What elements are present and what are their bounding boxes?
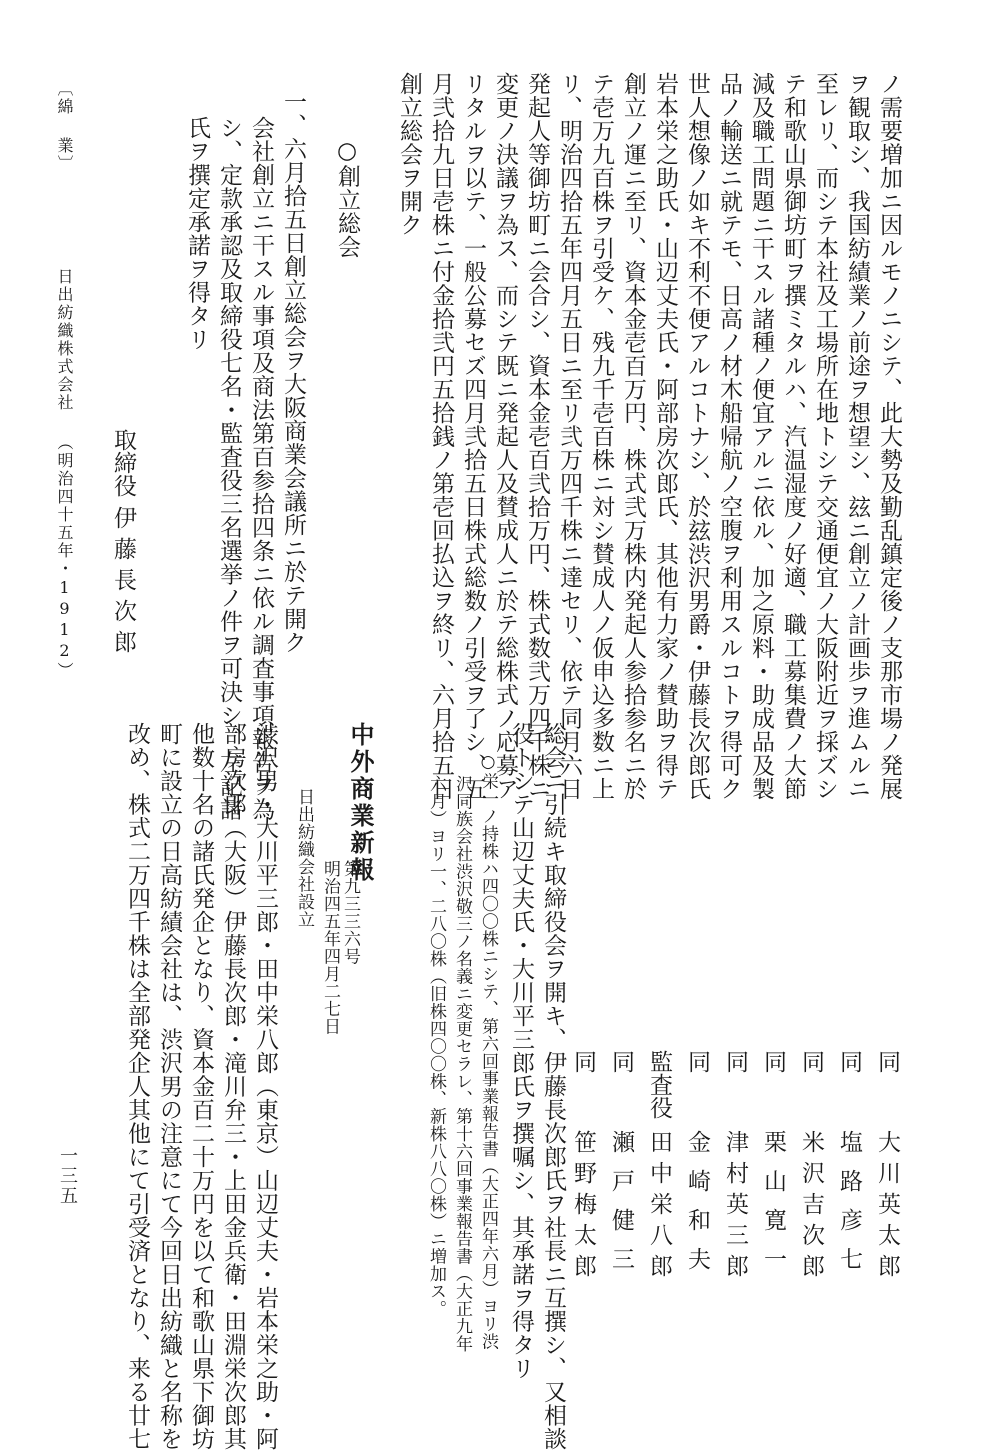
text-line: テ和歌山県御坊町ヲ撰ミタルハ、汽温湿度ノ好適、職工募集費ノ大節 xyxy=(780,72,806,801)
officer-role: 同 xyxy=(874,1050,900,1073)
note-line: 六月）ヨリ一、二八〇株（旧株四〇〇株、新株八八〇株）ニ増加ス。 xyxy=(426,775,446,1318)
officer-name: 米沢吉次郎 xyxy=(798,1130,824,1285)
item-line: 氏ヲ撰定承諾ヲ得タリ xyxy=(184,116,210,351)
text-line: 役トシテ山辺丈夫氏・大川平三郎氏ヲ撰嘱シ、其承諾ヲ得タリ xyxy=(508,722,534,1380)
article-line: 町に設立の日高紡績会社は、渋沢男の注意にて今回日出紡織と名称を xyxy=(156,722,182,1451)
text-line: 創立ノ運ニ至リ、資本金壱百万円、株式弐万株内発起人参拾参名ニ於 xyxy=(620,72,646,801)
article-line: 渋沢男・大川平三郎・田中栄八郎（東京）山辺丈夫・岩本栄之助・阿 xyxy=(252,722,278,1451)
officer-role: 同 xyxy=(836,1050,862,1073)
issue-date: 明治四五年四月二七日 xyxy=(320,860,340,1035)
text-line: 至レリ、而シテ本社及工場所在地トシテ交通便宜ノ大阪附近ヲ採ズシ xyxy=(812,72,838,801)
officer-role: 同 xyxy=(608,1050,634,1073)
text-line: ヲ観取シ、我国紡績業ノ前途ヲ想望シ、玆ニ創立ノ計画歩ヲ進ムルニ xyxy=(844,72,870,801)
officer-role: 同 xyxy=(684,1050,710,1073)
officer-name: 金崎和夫 xyxy=(684,1130,710,1286)
text-line: ノ需要増加ニ因ルモノニシテ、此大勢及勤乱鎮定後ノ支那市場ノ発展 xyxy=(876,72,902,801)
officer-name: 栗山寛一 xyxy=(760,1130,786,1286)
section-heading: ○創立総会 xyxy=(334,138,360,259)
page-number: 一三五 xyxy=(57,1146,78,1206)
officer-name: 田中栄八郎 xyxy=(646,1130,672,1285)
officer-name: 伊藤長次郎 xyxy=(110,506,136,661)
text-line: 変更ノ決議ヲ為ス、而シテ既ニ発起人及賛成人ニ於テ総株式ノ応募ア xyxy=(492,72,518,801)
article-line: 改め、株式二万四千株は全部発企人其他にて引受済となり、来る廿七 xyxy=(124,722,150,1451)
text-line: 岩本栄之助氏・山辺丈夫氏・阿部房次郎氏、其他有力家ノ賛助ヲ得テ xyxy=(652,72,678,801)
officer-name: 津村英三郎 xyxy=(722,1130,748,1285)
item-line: 会社創立ニ干スル事項及商法第百参拾四条ニ依ル調査事項報告ヲ為 xyxy=(248,116,274,821)
item-line: シ、定款承認及取締役七名・監査役三名選挙ノ件ヲ可決シ、左記諸 xyxy=(216,116,242,821)
text-line: 世人想像ノ如キ不利不便アルコトナシ、於玆渋沢男爵・伊藤長次郎氏 xyxy=(684,72,710,801)
officer-name: 塩路彦七 xyxy=(836,1130,862,1286)
text-line: リ、明治四拾五年四月五日ニ至リ弐万四千株ニ達セリ、依テ同月六日 xyxy=(556,72,582,801)
issue-number: 第九三三六号 xyxy=(340,860,360,965)
text-line: 月弐拾九日壱株ニ付金拾弐円五拾銭ノ第壱回払込ヲ終リ、六月拾五日 xyxy=(428,72,454,801)
text-line: リタルヲ以テ、一般公募セズ四月弐拾五日株式総数ノ引受ヲ了シ、五 xyxy=(460,72,486,801)
item-line: 一、六月拾五日創立総会ヲ大阪商業会議所ニ於テ開ク xyxy=(280,90,306,654)
running-year: （明治四十五年・1912） xyxy=(55,434,74,680)
text-line: 減及職工問題ニ干スル諸種ノ便宜アルニ依ル、加之原料・助成品及製 xyxy=(748,72,774,801)
officer-role: 監査役 xyxy=(646,1050,672,1119)
officer-name: 笹野梅太郎 xyxy=(570,1130,596,1285)
text-line: 総会ニ引続キ取締役会ヲ開キ、伊藤長次郎氏ヲ社長ニ互撰シ、又相談 xyxy=(540,722,566,1451)
officer-role: 同 xyxy=(798,1050,824,1073)
text-line: テ壱万九百株ヲ引受ケ、残九千壱百株ニ対シ賛成人ノ仮申込多数ニ上 xyxy=(588,72,614,801)
running-category: 〔綿 業〕 xyxy=(55,80,74,173)
article-headline: 日出紡織会社設立 xyxy=(294,788,314,928)
text-line: 品ノ輸送ニ就テモ、日高ノ材木船帰航ノ空腹ヲ利用スルコトヲ得可ク xyxy=(716,72,742,801)
text-line: 発起人等御坊町ニ会合シ、資本金壱百弐拾万円、株式数弐万四千株ニ xyxy=(524,72,550,801)
article-line: 部房次郎（大阪）伊藤長次郎・滝川弁三・上田金兵衛・田淵栄次郎其 xyxy=(220,722,246,1451)
text-line: 創立総会ヲ開ク xyxy=(396,72,422,237)
running-company: 日出紡織株式会社 xyxy=(55,268,74,412)
newspaper-title: 中外商業新報 xyxy=(346,722,375,884)
officer-name: 瀬戸健三 xyxy=(608,1130,634,1286)
note-line: 沢同族会社渋沢敬三ノ名義ニ変更セラレ、第十六回事業報告書（大正九年 xyxy=(452,775,472,1353)
note-line: ○栄一ノ持株ハ四〇〇株ニシテ、第六回事業報告書（大正四年六月）ヨリ渋 xyxy=(478,752,498,1350)
officer-role: 同 xyxy=(722,1050,748,1073)
officer-role: 取締役 xyxy=(110,428,136,497)
officer-role: 同 xyxy=(760,1050,786,1073)
article-line: 他数十名の諸氏発企となり、資本金百二十万円を以て和歌山県下御坊 xyxy=(188,722,214,1451)
officer-role: 同 xyxy=(570,1050,596,1073)
officer-name: 大川英太郎 xyxy=(874,1130,900,1285)
